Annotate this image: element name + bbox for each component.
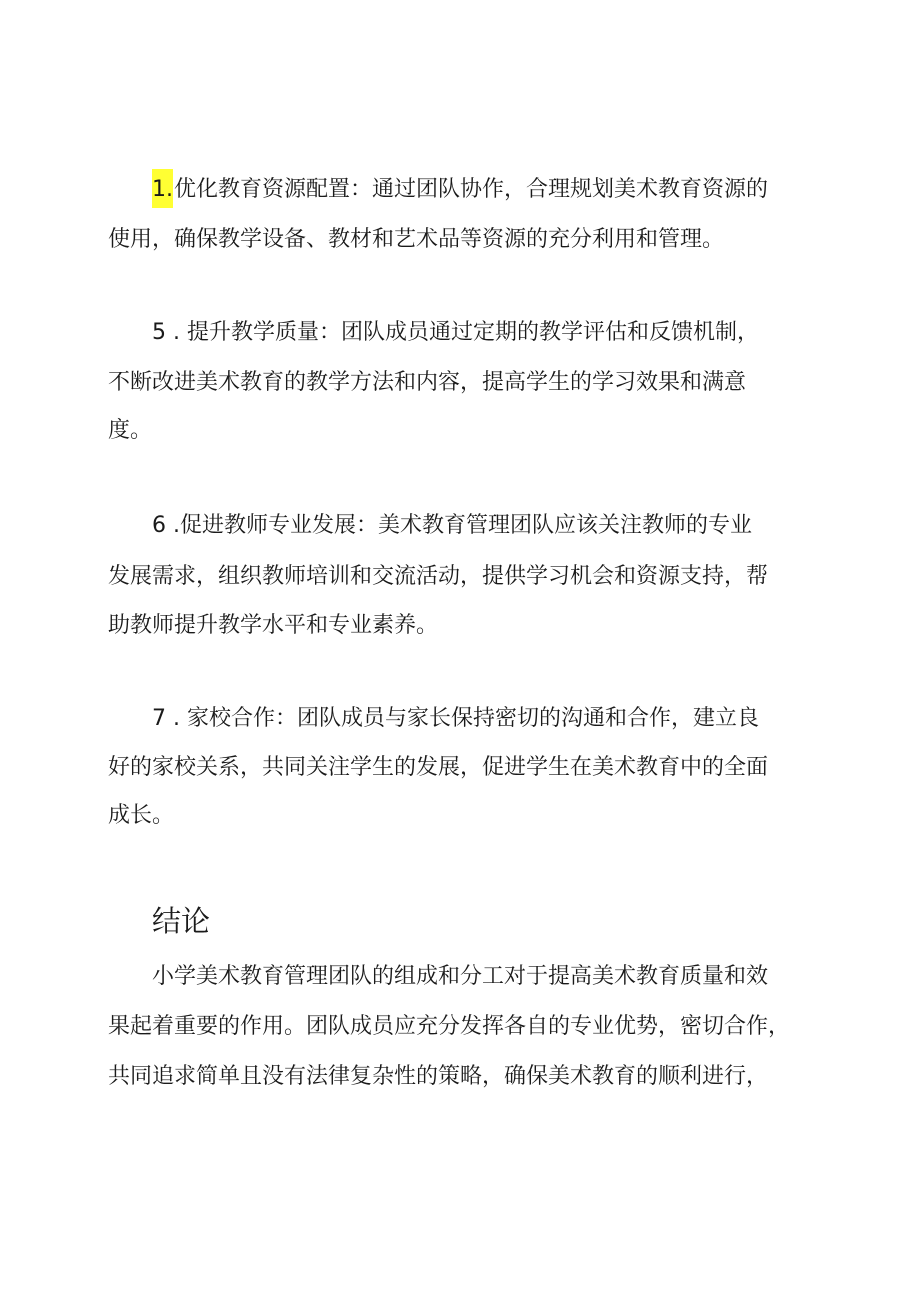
item-5-number: 5 xyxy=(152,320,166,345)
item-5-text: . 提升教学质量：团队成员通过定期的教学评估和反馈机制， xyxy=(166,320,759,345)
conclusion-line-1: 小学美术教育管理团队的组成和分工对于提高美术教育质量和效 xyxy=(152,964,769,989)
item-7-text: . 家校合作：团队成员与家长保持密切的沟通和合作，建立良 xyxy=(166,706,759,731)
item-1-number-highlight: 1. xyxy=(152,169,173,208)
conclusion-line-3: 共同追求简单且没有法律复杂性的策略，确保美术教育的顺利进行， xyxy=(108,1064,769,1089)
item-7-number: 7 xyxy=(152,706,166,731)
item-7-line-1 xyxy=(152,704,759,734)
item-5-line-3: 度。 xyxy=(108,418,153,443)
item-5-line-2: 不断改进美术教育的教学方法和内容，提高学生的学习效果和满意 xyxy=(108,370,747,395)
conclusion-heading: 结论 xyxy=(152,906,211,938)
item-1-text: 优化教育资源配置：通过团队协作，合理规划美术教育资源的 xyxy=(174,177,769,202)
item-6-line-2: 发展需求，组织教师培训和交流活动，提供学习机会和资源支持，帮 xyxy=(108,564,769,589)
item-6-line-3: 助教师提升教学水平和专业素养。 xyxy=(108,613,439,638)
item-6-number: 6 xyxy=(152,513,166,538)
item-1-line-1 xyxy=(152,175,768,205)
item-6-line-1 xyxy=(152,511,752,541)
item-7-line-2: 好的家校关系，共同关注学生的发展，促进学生在美术教育中的全面 xyxy=(108,755,769,780)
item-5-line-1 xyxy=(152,318,759,348)
conclusion-line-2: 果起着重要的作用。团队成员应充分发挥各自的专业优势，密切合作， xyxy=(108,1014,791,1039)
item-6-text: .促进教师专业发展：美术教育管理团队应该关注教师的专业 xyxy=(166,513,752,538)
item-1-line-2: 使用，确保教学设备、教材和艺术品等资源的充分利用和管理。 xyxy=(108,227,725,252)
item-7-line-3: 成长。 xyxy=(108,803,175,828)
